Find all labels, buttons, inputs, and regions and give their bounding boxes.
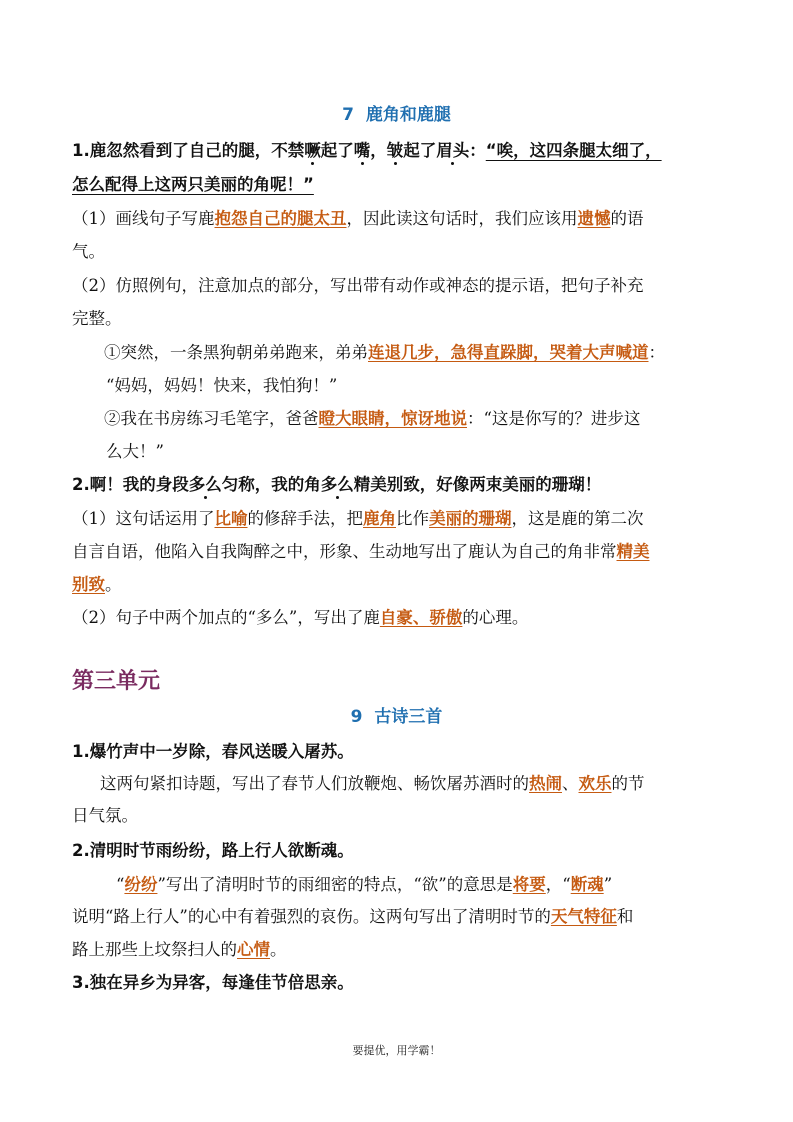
question-2 bbox=[72, 474, 724, 496]
q2-part-1-cont bbox=[72, 541, 724, 563]
text: 这两句紧扣诗题，写出了春节人们放鞭炮、畅饮屠苏酒时的 bbox=[100, 774, 529, 793]
q1-part-1-cont bbox=[72, 241, 724, 263]
dotted-word: 噘 bbox=[304, 141, 321, 160]
answer: 精美 bbox=[616, 542, 650, 561]
text: 的语 bbox=[610, 209, 644, 228]
text: ：“这是你写的？进步这 bbox=[467, 409, 641, 428]
lesson-name: 古诗三首 bbox=[374, 707, 443, 727]
text: 精美别致，好像两束美丽的珊瑚！ bbox=[353, 475, 602, 494]
dotted-word: 眉头 bbox=[436, 141, 470, 160]
text: ” bbox=[603, 875, 613, 894]
text: 起了 bbox=[320, 141, 354, 160]
text: 1.鹿忽然看到了自己的腿，不禁 bbox=[72, 141, 305, 160]
text: 比作 bbox=[396, 509, 429, 528]
lesson-7-title bbox=[0, 104, 793, 126]
lesson-name: 鹿角和鹿腿 bbox=[365, 105, 451, 125]
q2-part-2 bbox=[72, 607, 724, 629]
answer: 鹿角 bbox=[363, 509, 396, 528]
text: “妈妈，妈妈！快来，我怕狗！” bbox=[106, 376, 338, 395]
poem-q1-answer-cont bbox=[72, 805, 724, 827]
text: 的心理。 bbox=[462, 608, 529, 627]
poem-question-3 bbox=[72, 972, 724, 994]
q1-part-2-cont bbox=[72, 308, 724, 330]
dotted-word: 多么 bbox=[320, 475, 354, 494]
underlined-quote: 怎么配得上这两只美丽的角呢！” bbox=[72, 175, 314, 194]
answer: 自豪、骄傲 bbox=[379, 608, 463, 627]
poem-question-1 bbox=[72, 741, 724, 763]
answer: 连退几步，急得直跺脚，哭着大声喊道 bbox=[368, 343, 649, 362]
unit-heading: 第三单元 bbox=[72, 669, 161, 694]
text: 2.清明时节雨纷纷，路上行人欲断魂。 bbox=[72, 841, 354, 860]
text: ①突然，一条黑狗朝弟弟跑来，弟弟 bbox=[104, 343, 368, 362]
text: ②我在书房练习毛笔字，爸爸 bbox=[104, 409, 319, 428]
text: 自言自语，他陷入自我陶醉之中，形象、生动地写出了鹿认为自己的角非常 bbox=[72, 542, 617, 561]
lesson-number: 7 bbox=[342, 105, 354, 125]
text: 的修辞手法，把 bbox=[247, 509, 363, 528]
text: 。 bbox=[270, 940, 287, 959]
text: ，这是鹿的第二次 bbox=[511, 509, 644, 528]
text: ， bbox=[370, 141, 387, 160]
poem-q1-answer bbox=[100, 773, 724, 795]
text: 、 bbox=[562, 774, 579, 793]
example-1-cont bbox=[106, 375, 758, 397]
text: （2）句子中两个加点的“多么”，写出了鹿 bbox=[72, 608, 380, 627]
text: 完整。 bbox=[72, 309, 122, 328]
example-1 bbox=[104, 342, 724, 364]
q1-part-1 bbox=[72, 208, 724, 230]
text: “ bbox=[116, 875, 125, 894]
answer: 纷纷 bbox=[124, 875, 158, 894]
answer: 天气特征 bbox=[550, 907, 617, 926]
answer: 将要 bbox=[512, 875, 546, 894]
text: 匀称，我的角 bbox=[221, 475, 321, 494]
text: ，因此读这句话时，我们应该用 bbox=[346, 209, 578, 228]
answer: 遗憾 bbox=[577, 209, 611, 228]
answer: 心情 bbox=[237, 940, 270, 959]
answer: 瞪大眼睛，惊讶地说 bbox=[318, 409, 467, 428]
text: 3.独在异乡为异客，每逢佳节倍思亲。 bbox=[72, 973, 354, 992]
answer: 抱怨自己的腿太丑 bbox=[214, 209, 347, 228]
text: 1.爆竹声中一岁除，春风送暖入屠苏。 bbox=[72, 742, 354, 761]
dotted-word: 嘴 bbox=[353, 141, 371, 160]
answer: 热闹 bbox=[529, 774, 562, 793]
text: ”写出了清明时节的雨细密的特点，“欲”的意思是 bbox=[157, 875, 513, 894]
q1-part-2 bbox=[72, 275, 724, 297]
answer: 断魂 bbox=[570, 875, 604, 894]
lesson-9-title bbox=[0, 706, 793, 728]
poem-q2-answer bbox=[116, 874, 724, 896]
lesson-number: 9 bbox=[350, 707, 363, 727]
text: 2.啊！我的身段 bbox=[72, 475, 189, 494]
text: 路上那些上坟祭扫人的 bbox=[72, 940, 237, 959]
poem-question-2 bbox=[72, 840, 724, 862]
text: 。 bbox=[105, 575, 122, 594]
answer: 美丽的珊瑚 bbox=[429, 509, 512, 528]
answer: 比喻 bbox=[214, 509, 248, 528]
example-2 bbox=[104, 408, 724, 430]
text: 和 bbox=[616, 907, 634, 926]
text: 起了 bbox=[403, 141, 437, 160]
text: （1）这句话运用了 bbox=[72, 509, 215, 528]
question-1-line-1 bbox=[72, 140, 724, 162]
answer: 欢乐 bbox=[578, 774, 612, 793]
q2-part-1-cont-2 bbox=[72, 574, 724, 596]
poem-q2-answer-cont-2 bbox=[72, 939, 724, 961]
text: 么大！” bbox=[106, 442, 164, 461]
text: （2）仿照例句，注意加点的部分，写出带有动作或神态的提示语，把句子补充 bbox=[72, 276, 644, 295]
text: 气。 bbox=[72, 242, 105, 261]
text: （1）画线句子写鹿 bbox=[72, 209, 215, 228]
question-1-line-2 bbox=[72, 174, 724, 196]
answer: 别致 bbox=[72, 575, 105, 594]
underlined-quote: “唉，这四条腿太细了， bbox=[485, 141, 662, 160]
text: 日气氛。 bbox=[72, 806, 138, 825]
page-footer: 要提优，用学霸！ bbox=[352, 1044, 441, 1057]
text: 说明“路上行人”的心中有着强烈的哀伤。这两句写出了清明时节的 bbox=[72, 907, 551, 926]
dotted-word: 多么 bbox=[188, 475, 222, 494]
text: 的节 bbox=[611, 774, 645, 793]
text: ，“ bbox=[545, 875, 571, 894]
q2-part-1 bbox=[72, 508, 724, 530]
text: ： bbox=[648, 343, 665, 362]
poem-q2-answer-cont bbox=[72, 906, 724, 928]
text: ： bbox=[469, 141, 486, 160]
example-2-cont bbox=[106, 441, 758, 463]
dotted-word: 皱 bbox=[386, 141, 404, 160]
